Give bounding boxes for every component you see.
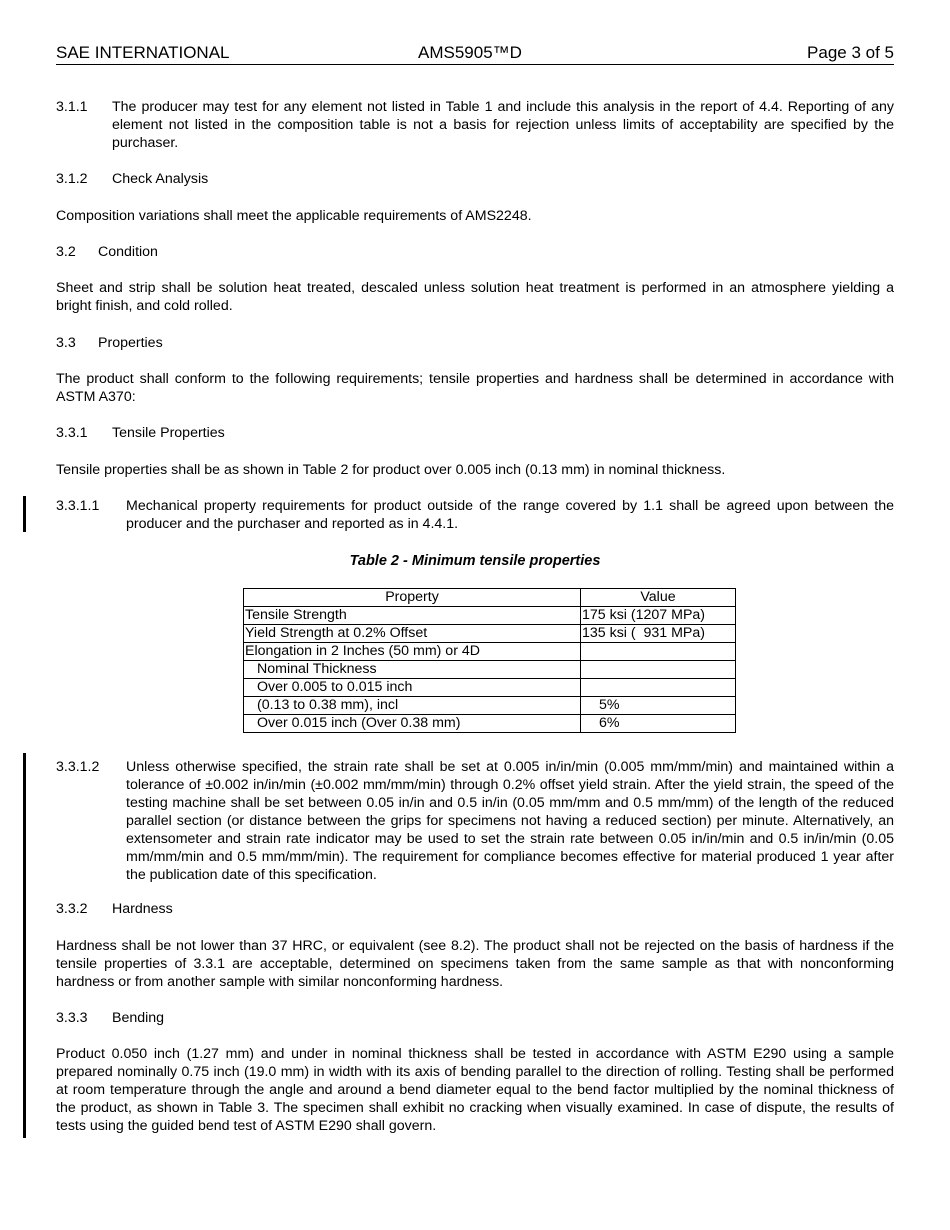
value-cell bbox=[581, 679, 736, 697]
heading-3-3-1 bbox=[56, 424, 225, 442]
section-number: 3.3.1 bbox=[56, 425, 88, 441]
heading-3-3 bbox=[56, 334, 163, 352]
page-header bbox=[56, 44, 894, 65]
property-cell: (0.13 to 0.38 mm), incl bbox=[244, 697, 581, 715]
paragraph-tensile-properties: Tensile properties shall be as shown in Table 2 for product over 0.005 inch (0.13 mm) in nominal thickness. bbox=[56, 462, 726, 478]
paragraph-hardness: Hardness shall be not lower than 37 HRC, or equivalent (see 8.2). The product shall not be rejected on the basis of hardness if the tensile properties of 3.3.1 are acceptable, determined on specimens taken from the same sample as that with nonconforming hardness or from another sample with similar nonconforming hardness. bbox=[56, 938, 894, 990]
table-row bbox=[244, 697, 736, 715]
section-text: Unless otherwise specified, the strain rate shall be set at 0.005 in/in/min (0.005 mm/mm/min) and maintained within a tolerance of ±0.002 in/in/min (±0.002 mm/mm/min) through 0.2% offset yield strain. After the yield strain, the speed of the testing machine shall be set between 0.05 in/in and 0.5 in/in (0.05 mm/mm and 0.5 mm/mm) of the length of the reduced parallel section (or distance between the grips for specimens not having a reduced section) per minute. Alternatively, an extensometer and strain rate indicator may be used to set the strain rate between 0.05 in/in/min and 0.5 in/in/min (0.05 mm/mm/min and 0.5 mm/mm/min). The requirement for compliance becomes effective for material produced 1 year after the publication date of this specification. bbox=[126, 759, 894, 883]
value-cell: 135 ksi ( 931 MPa) bbox=[581, 625, 736, 643]
section-number: 3.1.2 bbox=[56, 171, 88, 187]
paragraph-condition: Sheet and strip shall be solution heat treated, descaled unless solution heat treatment is performed in an atmosphere yielding a bright finish, and cold rolled. bbox=[56, 280, 894, 314]
value-cell: 6% bbox=[581, 715, 736, 733]
value-cell: 175 ksi (1207 MPa) bbox=[581, 607, 736, 625]
tensile-properties-table bbox=[243, 588, 736, 733]
value-cell bbox=[581, 661, 736, 679]
section-number: 3.3.1.2 bbox=[56, 759, 100, 775]
table-caption: Table 2 - Minimum tensile properties bbox=[349, 553, 601, 569]
section-3-1-1 bbox=[56, 98, 894, 152]
header-page-number: Page 3 of 5 bbox=[807, 43, 894, 62]
property-cell: Over 0.015 inch (Over 0.38 mm) bbox=[244, 715, 581, 733]
change-bar bbox=[23, 753, 26, 1138]
table-row bbox=[244, 607, 736, 625]
value-cell bbox=[581, 643, 736, 661]
table-row bbox=[244, 715, 736, 733]
property-cell: Elongation in 2 Inches (50 mm) or 4D bbox=[244, 643, 581, 661]
table-row bbox=[244, 661, 736, 679]
section-number: 3.3.2 bbox=[56, 901, 88, 917]
section-number: 3.3 bbox=[56, 335, 76, 351]
section-title: Tensile Properties bbox=[112, 425, 225, 441]
section-title: Bending bbox=[112, 1010, 165, 1026]
table-row bbox=[244, 625, 736, 643]
table-header-row bbox=[244, 589, 736, 607]
header-value: Value bbox=[581, 589, 736, 607]
value-cell: 5% bbox=[581, 697, 736, 715]
section-title: Condition bbox=[98, 244, 158, 260]
property-cell: Over 0.005 to 0.015 inch bbox=[244, 679, 581, 697]
section-3-3-1-1 bbox=[56, 497, 894, 533]
property-cell: Tensile Strength bbox=[244, 607, 581, 625]
table-row bbox=[244, 679, 736, 697]
section-title: Properties bbox=[98, 335, 163, 351]
paragraph-properties: The product shall conform to the following requirements; tensile properties and hardness shall be determined in accordance with ASTM A370: bbox=[56, 371, 894, 405]
heading-3-1-2 bbox=[56, 170, 208, 188]
section-text: The producer may test for any element not listed in Table 1 and include this analysis in the report of 4.4. Reporting of any element not listed in the composition table is not a basis for rejection unless limits of acceptability are specified by the purchaser. bbox=[112, 99, 894, 151]
section-title: Hardness bbox=[112, 901, 173, 917]
property-cell: Yield Strength at 0.2% Offset bbox=[244, 625, 581, 643]
section-title: Check Analysis bbox=[112, 171, 209, 187]
heading-3-3-3 bbox=[56, 1009, 164, 1027]
change-bar bbox=[23, 496, 26, 532]
table-row bbox=[244, 643, 736, 661]
section-number: 3.2 bbox=[56, 244, 76, 260]
section-number: 3.1.1 bbox=[56, 99, 88, 115]
heading-3-2 bbox=[56, 243, 158, 261]
heading-3-3-2 bbox=[56, 900, 173, 918]
header-organization: SAE INTERNATIONAL bbox=[56, 43, 230, 62]
paragraph-check-analysis: Composition variations shall meet the applicable requirements of AMS2248. bbox=[56, 208, 532, 224]
section-3-3-1-2 bbox=[56, 758, 894, 884]
header-property: Property bbox=[244, 589, 581, 607]
paragraph-bending: Product 0.050 inch (1.27 mm) and under in nominal thickness shall be tested in accordance with ASTM E290 using a sample prepared nominally 0.75 inch (19.0 mm) in width with its axis of bending parallel to the direction of rolling. Testing shall be performed at room temperature through the angle and around a bend diameter equal to the bend factor multiplied by the nominal thickness of the product, as shown in Table 3. The specimen shall exhibit no cracking when visually examined. In case of dispute, the results of tests using the guided bend test of ASTM E290 shall govern. bbox=[56, 1046, 894, 1134]
property-cell: Nominal Thickness bbox=[244, 661, 581, 679]
section-number: 3.3.3 bbox=[56, 1010, 88, 1026]
section-number: 3.3.1.1 bbox=[56, 498, 100, 514]
header-document-id: AMS5905™D bbox=[418, 43, 522, 62]
section-text: Mechanical property requirements for product outside of the range covered by 1.1 shall be agreed upon between the producer and the purchaser and reported as in 4.4.1. bbox=[126, 498, 894, 532]
